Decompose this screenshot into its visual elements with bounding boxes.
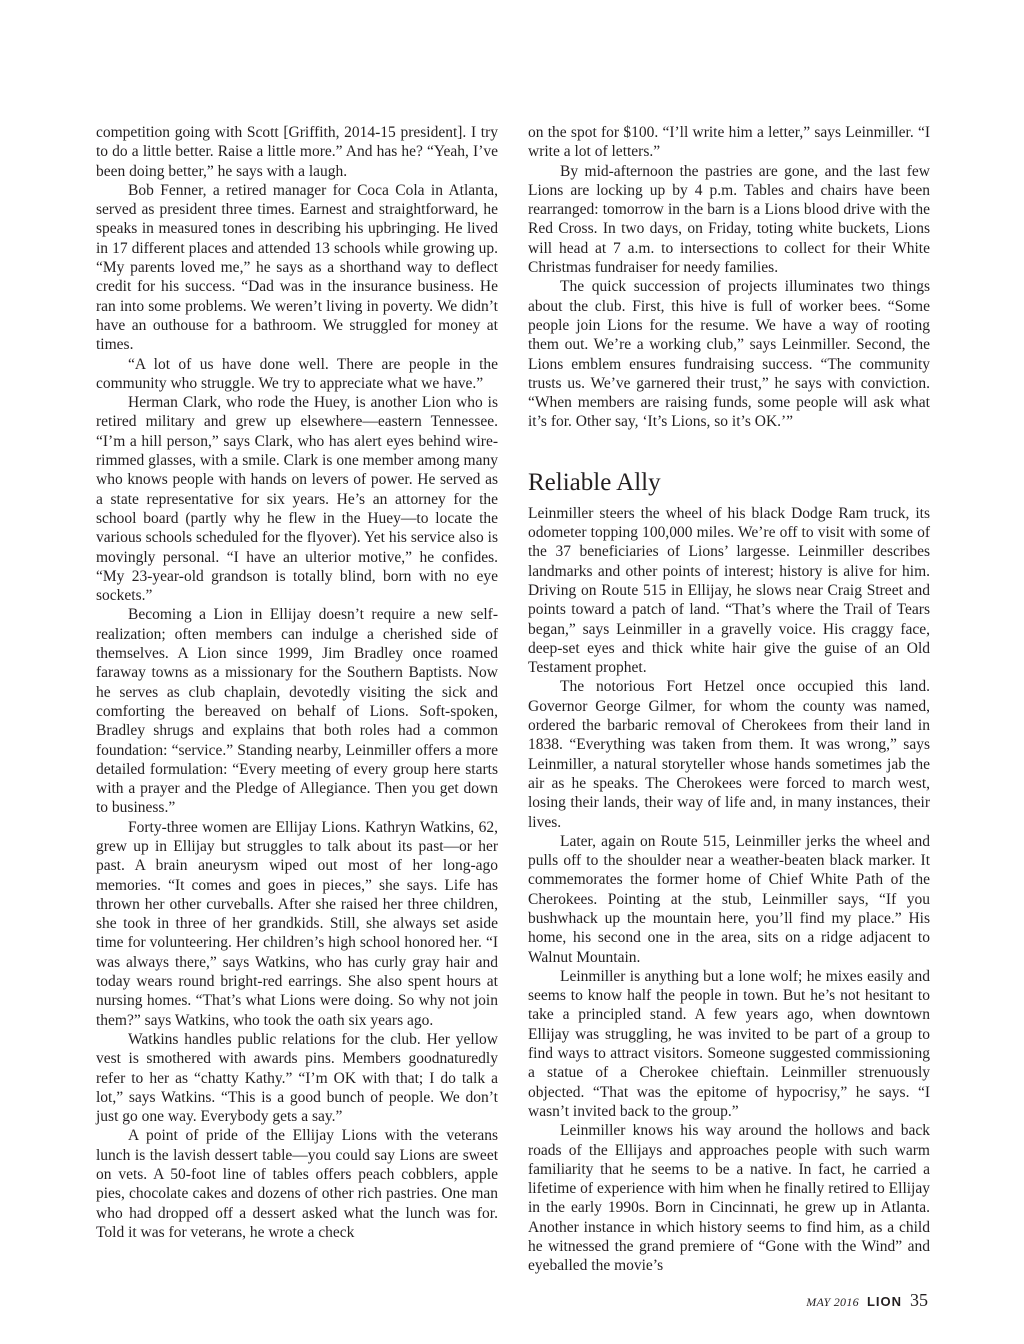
left-column xyxy=(96,123,498,1242)
page-number: 35 xyxy=(910,1290,928,1310)
paragraph: Herman Clark, who rode the Huey, is another Lion who is retired military and grew up elsewhere—eastern Tennessee. “I’m a hill person,” says Clark, who has alert eyes behind wire-rimmed glasses, with a smile. Clark is one member among many who knows people with hands on levers of power. He served as a state representative for six years. He’s an attorney for the school board (partly why he flew in the Huey—to locate the various schools scheduled for the flyover). Yet his service also is movingly personal. “I have an ulterior motive,” he confides. “My 23-year-old grandson is totally blind, born with no eye sockets.” xyxy=(96,394,498,605)
paragraph: Forty-three women are Ellijay Lions. Kathryn Watkins, 62, grew up in Ellijay but struggles to talk about its past—or her past. A brain aneurysm wiped out most of her long-ago memories. “It comes and goes in pieces,” she says. Life has thrown her other curveballs. After she raised her three children, she took in three of her grandkids. Still, she always set aside time for volunteering. Her children’s high school honored her. “I was always there,” says Watkins, who has curly gray hair and today wears round bright-red earrings. She also spent hours at nursing homes. “That’s what Lions were doing. So why not join them?” says Watkins, who took the oath six years ago. xyxy=(96,818,498,1029)
paragraph: competition going with Scott [Griffith, 2014-15 president]. I try to do a little better. Raise a little more.” And has he? “Yeah, I’ve been doing better,” he says with a laugh. xyxy=(96,124,498,180)
paragraph: Leinmiller is anything but a lone wolf; he mixes easily and seems to know half the people in town. But he’s not hesitant to take a principled stand. A few years ago, when downtown Ellijay was struggling, he was invited to be part of a group to find ways to attract visitors. Someone suggested commissioning a statue of a Cherokee chieftain. Leinmiller strenuously objected. “That was the epitome of hypocrisy,” he says. “I wasn’t invited back to the group.” xyxy=(528,967,930,1120)
paragraph: Leinmiller knows his way around the hollows and back roads of the Ellijays and approaches people with such warm familiarity that he seems to be a native. In fact, he carried a lifetime of experience with him when he finally retired to Ellijay in the early 1990s. Born in Cincinnati, he grew up in Atlanta. Another instance in which history seems to find him, as a child he witnessed the grand premiere of “Gone with the Wind” and eyeballed the movie’s xyxy=(528,1122,930,1275)
section-heading: Reliable Ally xyxy=(528,468,661,496)
magazine-name: LION xyxy=(866,1294,902,1309)
paragraph: Becoming a Lion in Ellijay doesn’t require a new self-realization; often members can indulge a cherished side of themselves. A Lion since 1999, Jim Bradley once roamed faraway towns as a missionary for the Southern Baptists. Now he serves as club chaplain, devotedly visiting the sick and comforting the bereaved on behalf of Lions. Soft-spoken, Bradley shrugs and explains that both roles had a common foundation: “service.” Standing nearby, Leinmiller offers a more detailed formulation: “Every meeting of every group here starts with a prayer and the Pledge of Allegiance. Then you get down to business.” xyxy=(96,606,498,817)
paragraph: Leinmiller steers the wheel of his black Dodge Ram truck, its odometer topping 100,000 miles. We’re off to visit with some of the 37 beneficiaries of Lions’ largesse. Leinmiller describes landmarks and other points of interest; history is alive for him. Driving on Route 515 in Ellijay, he slows near Craig Street and points toward a patch of land. “That’s where the Trail of Tears began,” says Leinmiller in a gravelly voice. His craggy face, deep-set eyes and thick white hair give the guise of an Old Testament prophet. xyxy=(528,504,930,677)
paragraph: The quick succession of projects illuminates two things about the club. First, this hive is full of worker bees. “Some people join Lions for the resume. We have a way of rooting them out. We’re a working club,” says Leinmiller. Second, the Lions emblem ensures fundraising success. “The community trusts us. We’ve garnered their trust,” he says with conviction. “When members are raising funds, some people will ask what it’s for. Other say, ‘It’s Lions, so it’s OK.’” xyxy=(528,278,930,431)
paragraph: Watkins handles public relations for the club. Her yellow vest is smothered with awards pins. Members goodnaturedly refer to her as “chatty Kathy.” “I’m OK with that; I do talk a lot,” says Watkins. “This is a good bunch of people. We don’t just go one way. Everybody gets a say.” xyxy=(96,1030,498,1126)
paragraph: The notorious Fort Hetzel once occupied this land. Governor George Gilmer, for whom the county was named, ordered the barbaric removal of Cherokees from their land in 1838. “Everything was taken from them. It was wrong,” says Leinmiller, a natural storyteller whose hands sometimes jab the air as he speaks. The Cherokees were forced to march west, losing their lands, their way of life and, in many instances, their lives. xyxy=(528,678,930,831)
paragraph: By mid-afternoon the pastries are gone, and the last few Lions are locking up by 4 p.m. Tables and chairs have been rearranged: tomorrow in the barn is a Lions blood drive with the Red Cross. In two days, on Friday, toting white buckets, Lions will head at 7 a.m. to intersections to collect for their White Christmas fundraiser for needy families. xyxy=(528,162,930,277)
right-column xyxy=(528,123,930,1276)
paragraph: Bob Fenner, a retired manager for Coca Cola in Atlanta, served as president three times. Earnest and straightforward, he speaks in measured tones in describing his upbringing. He lived in 17 different places and attended 13 schools while growing up. “My parents loved me,” he says as a shorthand way to deflect credit for his success. “Dad was in the insurance business. He ran into some problems. We weren’t living in poverty. We didn’t have an outhouse for a bathroom. We struggled for money at times. xyxy=(96,181,498,354)
page-folio xyxy=(806,1290,928,1311)
paragraph: on the spot for $100. “I’ll write him a letter,” says Leinmiller. “I write a lot of letters.” xyxy=(528,124,930,161)
issue-date: MAY 2016 xyxy=(806,1295,859,1309)
paragraph: Later, again on Route 515, Leinmiller jerks the wheel and pulls off to the shoulder near a weather-beaten black marker. It commemorates the former home of Chief White Path of the Cherokees. Pointing at the stub, Leinmiller says, “If you bushwhack up the mountain here, you’ll find my place.” His home, his second one in the area, sits on a ridge adjacent to Walnut Mountain. xyxy=(528,832,930,966)
paragraph: A point of pride of the Ellijay Lions with the veterans lunch is the lavish dessert table—you could say Lions are sweet on vets. A 50-foot line of tables offers peach cobblers, apple pies, chocolate cakes and dozens of other rich pastries. One man who had dropped off a dessert asked what the lunch was for. Told it was for veterans, he wrote a check xyxy=(96,1127,498,1241)
paragraph: “A lot of us have done well. There are people in the community who struggle. We try to appreciate what we have.” xyxy=(96,355,498,392)
